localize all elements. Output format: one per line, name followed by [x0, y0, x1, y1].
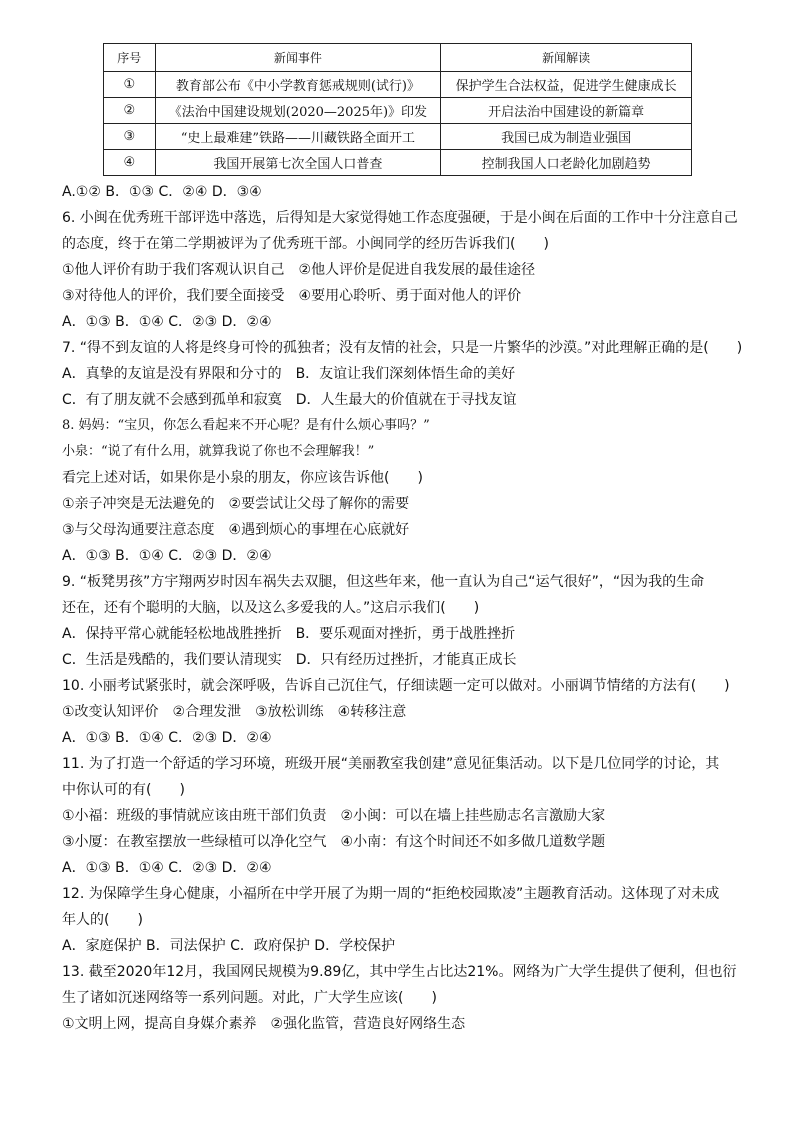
q12-stem-2: 年人的( )	[62, 912, 143, 928]
row-reading: 开启法治中国建设的新篇章	[441, 98, 692, 124]
q10-stem: 10. 小丽考试紧张时，就会深呼吸，告诉自己沉住气，仔细读题一定可以做对。小丽调节情绪的方法有( )	[62, 678, 730, 694]
q7-options-2: C．有了朋友就不会感到孤单和寂寞 D．人生最大的价值就在于寻找友谊	[62, 392, 517, 408]
row-event: 我国开展第七次全国人口普查	[155, 150, 441, 176]
q8-dialog-1: 8. 妈妈：“宝贝，你怎么看起来不开心呢？是有什么烦心事吗？”	[62, 418, 430, 433]
q8-dialog-2: 小泉：“说了有什么用，就算我说了你也不会理解我！”	[62, 444, 375, 459]
table-row	[104, 98, 692, 124]
q13-stem-1: 13. 截至2020年12月，我国网民规模为9.89亿，其中学生占比达21%。网络为广大学生提供了便利，但也衍	[62, 964, 737, 980]
q6-items-2: ③对待他人的评价，我们要全面接受 ④要用心聆听、勇于面对他人的评价	[62, 288, 522, 304]
row-event: “史上最难建”铁路——川藏铁路全面开工	[155, 124, 441, 150]
q7-options-1: A．真挚的友谊是没有界限和分寸的 B．友谊让我们深刻体悟生命的美好	[62, 366, 516, 382]
table-header-row	[104, 44, 692, 72]
q10-items: ①改变认知评价 ②合理发泄 ③放松训练 ④转移注意	[62, 704, 407, 720]
q5-options: A.①② B．①③ C．②④ D．③④	[62, 184, 262, 200]
row-reading: 保护学生合法权益，促进学生健康成长	[441, 72, 692, 98]
table-row	[104, 124, 692, 150]
q9-stem-1: 9. “板凳男孩”方宇翔两岁时因车祸失去双腿，但这些年来，他一直认为自己“运气很好”，“因为我的生命	[62, 574, 705, 590]
q11-stem-1: 11. 为了打造一个舒适的学习环境，班级开展“美丽教室我创建”意见征集活动。以下是几位同学的讨论，其	[62, 756, 720, 772]
row-event: 《法治中国建设规划(2020—2025年)》印发	[155, 98, 441, 124]
q11-options: A．①③ B．①④ C．②③ D．②④	[62, 860, 272, 876]
q6-stem-2: 的态度，终于在第二学期被评为了优秀班干部。小闽同学的经历告诉我们( )	[62, 236, 549, 252]
row-reading: 控制我国人口老龄化加剧趋势	[441, 150, 692, 176]
row-no: ③	[104, 124, 156, 150]
row-no: ②	[104, 98, 156, 124]
table-header-reading: 新闻解读	[441, 44, 692, 72]
q8-items-2: ③与父母沟通要注意态度 ④遇到烦心的事埋在心底就好	[62, 522, 410, 538]
q8-stem: 看完上述对话，如果你是小泉的朋友，你应该告诉他( )	[62, 470, 423, 486]
q7-stem: 7. “得不到友谊的人将是终身可怜的孤独者；没有友情的社会，只是一片繁华的沙漠。”对此理解正确的是( )	[62, 340, 743, 356]
q12-stem-1: 12. 为保障学生身心健康，小福所在中学开展了为期一周的“拒绝校园欺凌”主题教育活动。这体现了对未成	[62, 886, 720, 902]
q12-options: A．家庭保护 B．司法保护 C．政府保护 D．学校保护	[62, 938, 396, 954]
q9-options-2: C．生活是残酷的，我们要认清现实 D．只有经历过挫折，才能真正成长	[62, 652, 517, 668]
q11-items-2: ③小厦：在教室摆放一些绿植可以净化空气 ④小南：有这个时间还不如多做几道数学题	[62, 834, 606, 850]
q6-options: A．①③ B．①④ C．②③ D．②④	[62, 314, 272, 330]
row-event: 教育部公布《中小学教育惩戒规则(试行)》	[155, 72, 441, 98]
q13-items-1: ①文明上网，提高自身媒介素养 ②强化监管，营造良好网络生态	[62, 1016, 466, 1032]
q8-options: A．①③ B．①④ C．②③ D．②④	[62, 548, 272, 564]
q9-stem-2: 还在，还有个聪明的大脑，以及这么多爱我的人。”这启示我们( )	[62, 600, 480, 616]
row-no: ④	[104, 150, 156, 176]
row-reading: 我国已成为制造业强国	[441, 124, 692, 150]
table-header-no: 序号	[104, 44, 156, 72]
q11-items-1: ①小福：班级的事情就应该由班干部们负责 ②小闽：可以在墙上挂些励志名言激励大家	[62, 808, 606, 824]
q13-stem-2: 生了诸如沉迷网络等一系列问题。对此，广大学生应该( )	[62, 990, 437, 1006]
table-row	[104, 72, 692, 98]
q10-options: A．①③ B．①④ C．②③ D．②④	[62, 730, 272, 746]
q9-options-1: A．保持平常心就能轻松地战胜挫折 B．要乐观面对挫折，勇于战胜挫折	[62, 626, 516, 642]
news-table	[103, 43, 692, 176]
q6-stem-1: 6. 小闽在优秀班干部评选中落选，后得知是大家觉得她工作态度强硬，于是小闽在后面的工作中十分注意自己	[62, 210, 738, 226]
table-row	[104, 150, 692, 176]
q6-items-1: ①他人评价有助于我们客观认识自己 ②他人评价是促进自我发展的最佳途径	[62, 262, 536, 278]
q11-stem-2: 中你认可的有( )	[62, 782, 185, 798]
row-no: ①	[104, 72, 156, 98]
table-header-event: 新闻事件	[155, 44, 441, 72]
q8-items-1: ①亲子冲突是无法避免的 ②要尝试让父母了解你的需要	[62, 496, 410, 512]
